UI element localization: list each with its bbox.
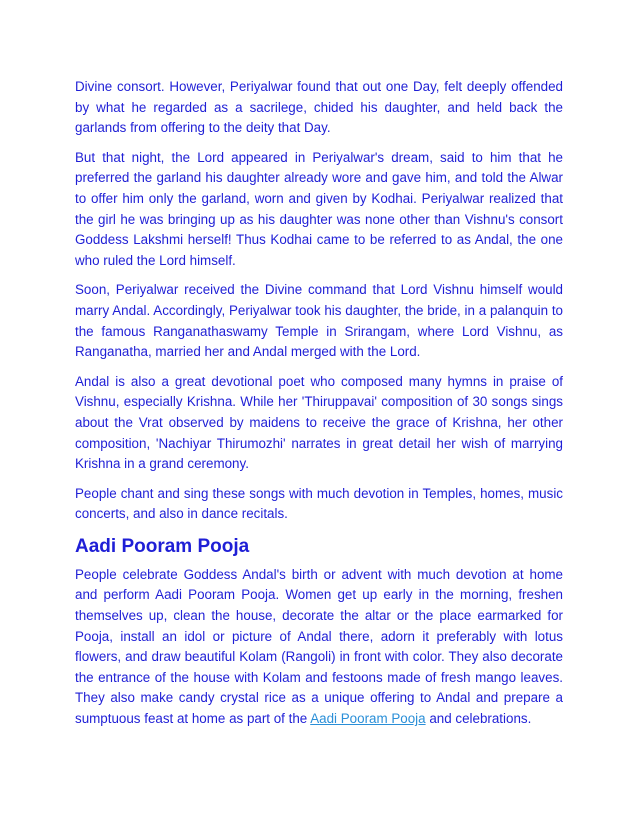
paragraph-2: But that night, the Lord appeared in Periyalwar's dream, said to him that he preferred the garland his daughter already wore and gave him, and told the Alwar to offer him only the garland, worn and given by Kodhai. Periyalwar realized that the girl he was bringing up as his daughter was none other than Vishnu's consort Goddess Lakshmi herself! Thus Kodhai came to be referred to as Andal, the one who ruled the Lord himself. (75, 149, 563, 268)
paragraph-4: Andal is also a great devotional poet who composed many hymns in praise of Vishnu, especially Krishna. While her 'Thiruppavai' composition of 30 songs sings about the Vrat observed by maidens to receive the grace of Krishna, her other composition, 'Nachiyar Thirumozhi' narrates in great detail her wish of marrying Krishna in a grand ceremony. (75, 373, 563, 472)
document-page (75, 77, 563, 739)
section-text-before-link: People celebrate Goddess Andal's birth or advent with much devotion at home and perform Aadi Pooram Pooja. Women get up early in the morning, freshen themselves up, clean the house, decorate the altar or the place earmarked for Pooja, install an idol or picture of Andal there, adorn it preferably with lotus flowers, and draw beautiful Kolam (Rangoli) in front with color. They also decorate the entrance of the house with Kolam and festoons made of fresh mango leaves. They also make candy crystal rice as a unique offering to Andal and prepare a sumptuous feast at home as part of the (75, 566, 563, 727)
section-paragraph (75, 565, 563, 730)
aadi-pooram-pooja-link[interactable]: Aadi Pooram Pooja (310, 711, 426, 727)
section-text-after-link: and celebrations. (425, 711, 532, 727)
paragraph-3: Soon, Periyalwar received the Divine command that Lord Vishnu himself would marry Andal. Accordingly, Periyalwar took his daughter, the bride, in a palanquin to the famous Ranganathaswamy Temple in Srirangam, where Lord Vishnu, as Ranganatha, married her and Andal merged with the Lord. (75, 282, 563, 360)
section-heading: Aadi Pooram Pooja (75, 535, 250, 557)
paragraph-5: People chant and sing these songs with much devotion in Temples, homes, music concerts, and also in dance recitals. (75, 485, 563, 522)
paragraph-1: Divine consort. However, Periyalwar found that out one Day, felt deeply offended by what he regarded as a sacrilege, chided his daughter, and held back the garlands from offering to the deity that Day. (75, 79, 563, 136)
